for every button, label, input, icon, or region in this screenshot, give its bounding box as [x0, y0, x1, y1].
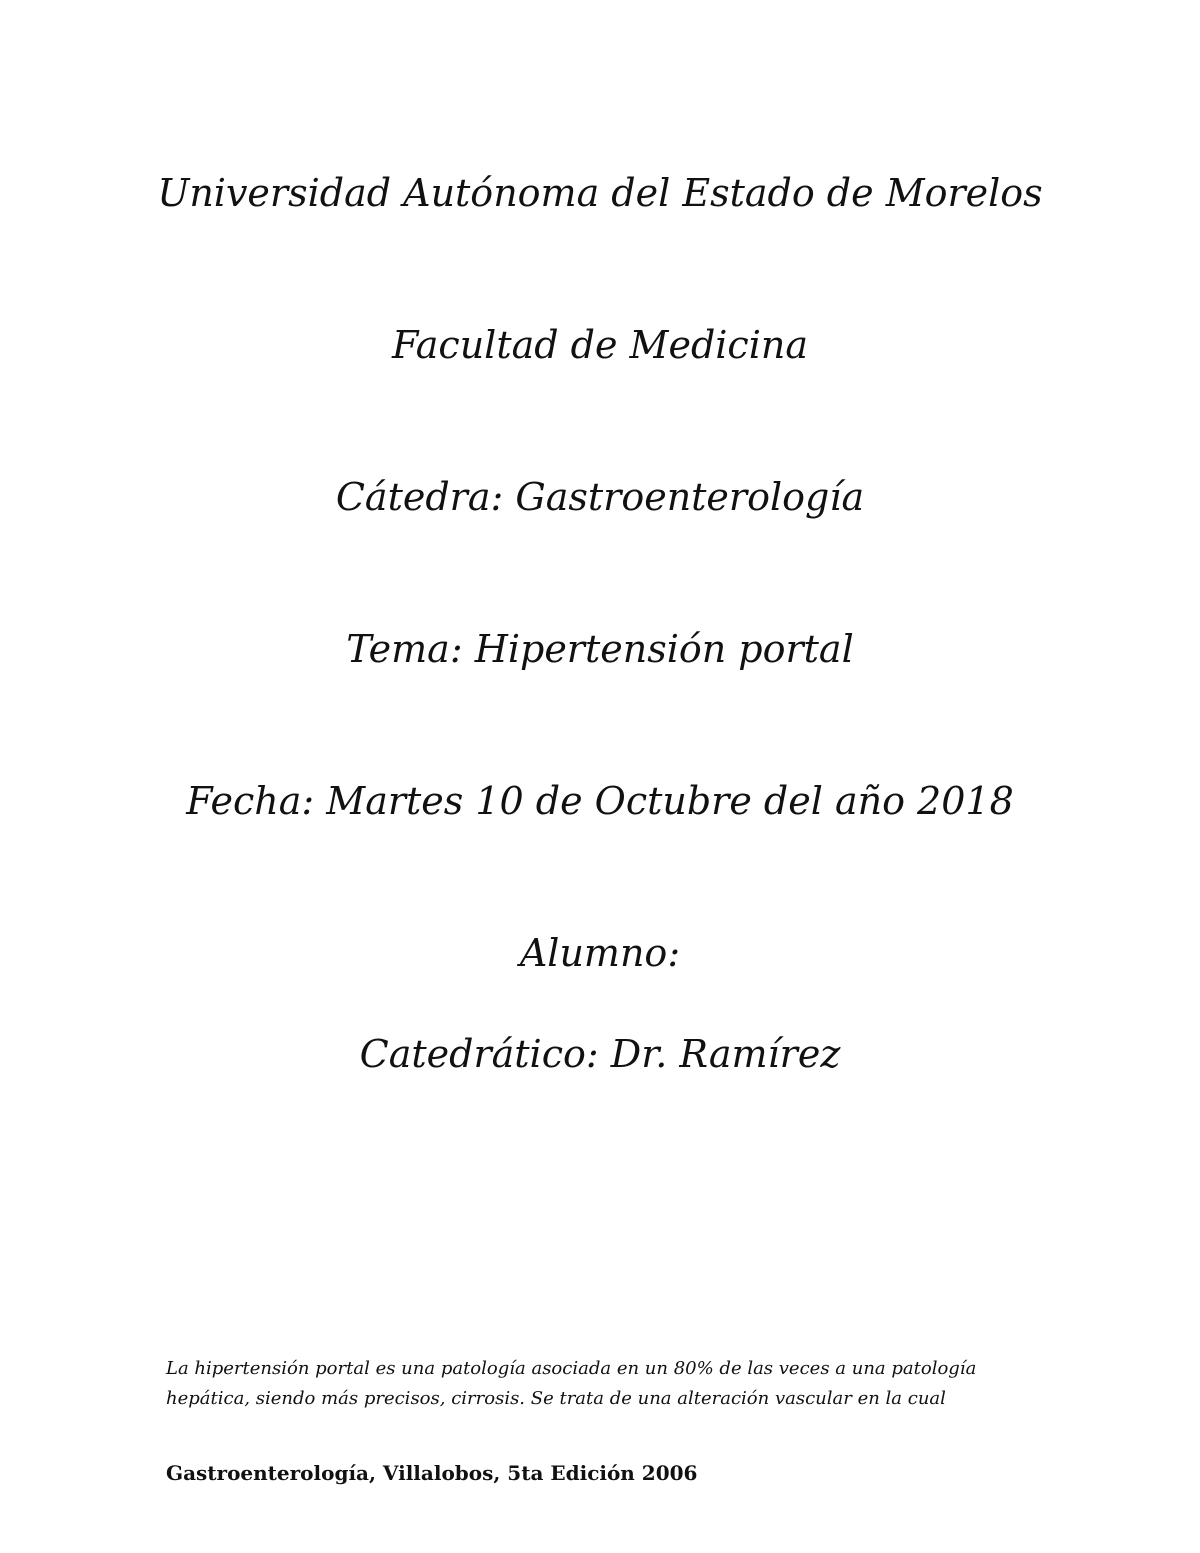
student-line: Alumno:	[519, 931, 681, 975]
abstract-line: hepática, siendo más precisos, cirrosis. Se trata de una alteración vascular en la cual	[166, 1388, 946, 1409]
abstract-paragraph	[166, 1354, 1046, 1414]
abstract-line: La hipertensión portal es una patología asociada en un 80% de las veces a una patología	[166, 1358, 977, 1379]
chair-line: Cátedra: Gastroenterología	[335, 475, 865, 519]
date-line: Fecha: Martes 10 de Octubre del año 2018	[186, 779, 1014, 823]
university-title: Universidad Autónoma del Estado de Morelos	[157, 171, 1043, 215]
faculty-title: Facultad de Medicina	[391, 323, 808, 367]
bibliography-reference: Gastroenterología, Villalobos, 5ta Edición 2006	[166, 1461, 698, 1485]
teacher-line: Catedrático: Dr. Ramírez	[359, 1032, 841, 1076]
topic-line: Tema: Hipertensión portal	[346, 627, 854, 671]
